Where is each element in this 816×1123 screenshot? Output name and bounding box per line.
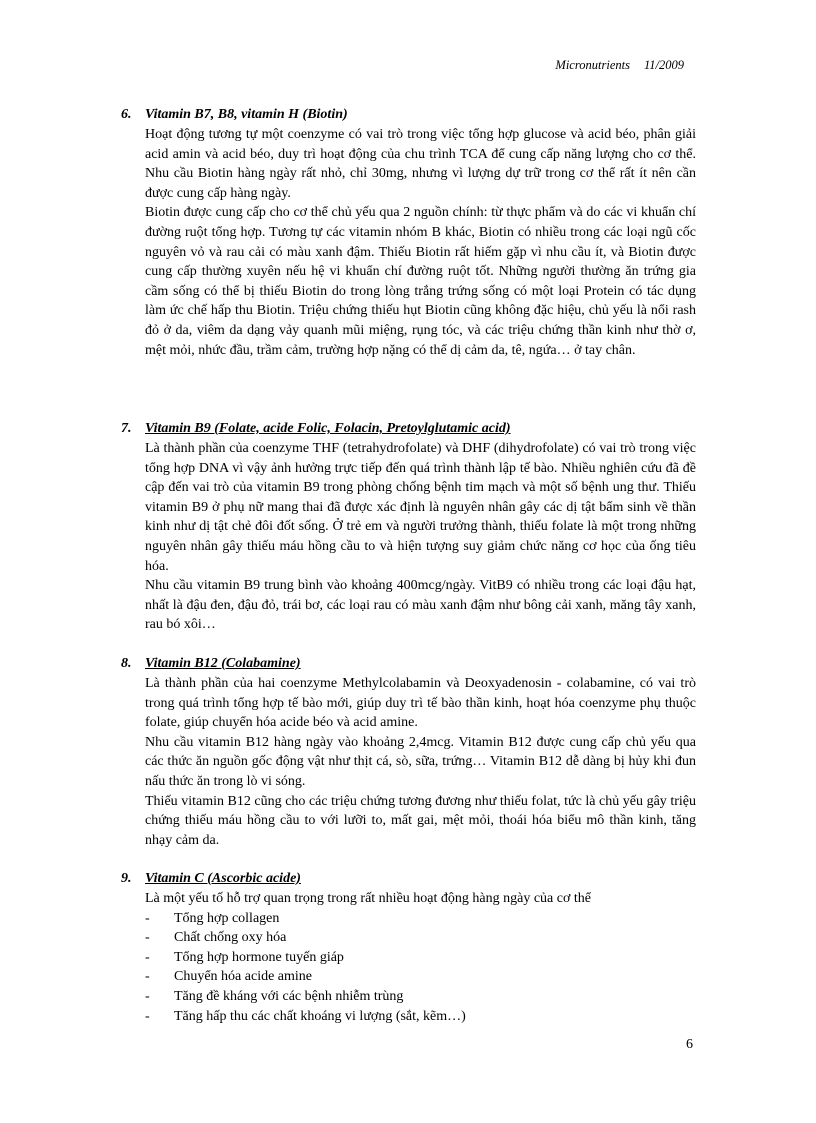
dash-marker: - — [145, 910, 150, 926]
paragraph: Thiếu vitamin B12 cũng cho các triệu chứng tương đương như thiếu folat, tức là chủ yếu gây triệu chứng thiếu máu hồng cầu to với lưỡi to, mất gai, mệt mỏi, thoái hóa biểu mô thần kinh, tăng nhạy cảm da. — [145, 793, 696, 848]
dash-marker: - — [145, 949, 150, 965]
bullet-list — [145, 909, 696, 1027]
paragraph: Là thành phần của hai coenzyme Methylcolabamin và Deoxyadenosin - colabamine, có vai trò trong quá trình tổng hợp tế bào mới, giúp duy trì tế bào thần kinh, hoạt hóa coenzyme phụ thuộc folate, giúp chuyển hóa acide béo và acid amine. — [145, 676, 696, 731]
dash-marker: - — [145, 969, 150, 985]
dash-marker: - — [145, 1008, 150, 1024]
section-vitamin-c — [121, 870, 696, 1026]
section-number: 8. — [121, 656, 132, 671]
section-vitamin-b12 — [121, 655, 696, 850]
paragraph: Nhu cầu vitamin B9 trung bình vào khoảng 400mcg/ngày. VitB9 có nhiều trong các loại đậu hạt, nhất là đậu đen, đậu đỏ, trái bơ, các loại rau có màu xanh đậm như bông cải xanh, măng tây xanh, rau bó xôi… — [145, 578, 696, 633]
paragraph: Biotin được cung cấp cho cơ thể chủ yếu qua 2 nguồn chính: từ thực phẩm và do các vi khuẩn chí đường ruột tổng hợp. Tương tự các vitamin nhóm B khác, Biotin có nhiều trong các loại ngũ cốc nguyên vỏ và rau cải có màu xanh đậm. Thiếu Biotin rất hiếm gặp vì nhu cầu ít, và Biotin được cung cấp thường xuyên nếu hệ vi khuẩn chí đường ruột tốt. Những người thường ăn trứng gia cầm sống có thể bị thiếu Biotin do trong lòng trắng trứng sống có một loại Protein có tác dụng làm ức chế hấp thu Biotin. Triệu chứng thiếu hụt Biotin cũng không đặc hiệu, chủ yếu là nổi rash đỏ ở da, viêm da dạng vảy quanh mũi miệng, rụng tóc, và các triệu chứng thần kinh như thờ ơ, mệt mỏi, nhức đầu, trầm cảm, trường hợp nặng có thể dị cảm da, tê, ngứa… ở tay chân. — [145, 205, 696, 358]
header-date: 11/2009 — [643, 58, 684, 72]
list-item-text: Tổng hợp collagen — [174, 910, 280, 926]
dash-marker: - — [145, 930, 150, 946]
list-item — [145, 987, 696, 1007]
running-header — [555, 58, 684, 73]
section-number: 7. — [121, 421, 132, 436]
section-title: Vitamin B9 (Folate, acide Folic, Folacin, Pretoylglutamic acid) — [145, 421, 511, 436]
dash-marker: - — [145, 988, 150, 1004]
list-item-text: Tăng đề kháng với các bệnh nhiễm trùng — [174, 988, 404, 1004]
paragraph: Là một yếu tố hỗ trợ quan trọng trong rất nhiều hoạt động hàng ngày của cơ thể — [145, 891, 591, 906]
list-item-text: Chất chống oxy hóa — [174, 930, 287, 946]
section-vitamin-b7 — [121, 106, 696, 360]
section-heading — [121, 655, 696, 673]
list-item-text: Tổng hợp hormone tuyến giáp — [174, 949, 344, 965]
section-vitamin-b9 — [121, 420, 696, 635]
list-item-text: Tăng hấp thu các chất khoáng vi lượng (sắt, kẽm…) — [174, 1008, 466, 1024]
list-item — [145, 967, 696, 987]
section-number: 6. — [121, 107, 132, 122]
section-number: 9. — [121, 871, 132, 886]
paragraph: Là thành phần của coenzyme THF (tetrahydrofolate) và DHF (dihydrofolate) có vai trò trong việc tổng hợp DNA vì vậy ảnh hưởng trực tiếp đến quá trình thành lập tế bào. Nhiều nghiên cứu đã đề cập đến vai trò của vitamin B9 trong phòng chống bệnh tim mạch và một số bệnh ung thư. Thiếu vitamin B9 ở phụ nữ mang thai đã được xác định là nguyên nhân gây các dị tật bẩm sinh về thần kinh như dị tật chẻ đôi đốt sống. Ở trẻ em và người trưởng thành, thiếu folate là một trong những nguyên nhân gây thiếu máu hồng cầu to và hiện tượng suy giảm chức năng cơ học của ống tiêu hóa. — [145, 441, 696, 574]
section-title: Vitamin C (Ascorbic acide) — [145, 871, 301, 886]
page-number: 6 — [686, 1037, 693, 1052]
header-title: Micronutrients — [555, 58, 630, 72]
section-heading — [121, 420, 696, 438]
list-item — [145, 948, 696, 968]
section-heading — [121, 106, 696, 124]
paragraph: Hoạt động tương tự một coenzyme có vai trò trong việc tổng hợp glucose và acid béo, phân giải acid amin và acid béo, duy trì hoạt động của chu trình TCA để cung cấp năng lượng cho cơ thể. Nhu cầu Biotin hàng ngày rất nhỏ, chỉ 30mg, nhưng vì lượng dự trữ trong cơ thể rất ít nên cần được cung cấp hàng ngày. — [145, 127, 696, 201]
list-item — [145, 1007, 696, 1027]
section-heading — [121, 870, 696, 888]
section-title: Vitamin B7, B8, vitamin H (Biotin) — [145, 107, 348, 122]
paragraph: Nhu cầu vitamin B12 hàng ngày vào khoảng 2,4mcg. Vitamin B12 được cung cấp chủ yếu qua các thức ăn nguồn gốc động vật như thịt cá, sò, sữa, trứng… Vitamin B12 dễ dàng bị hủy khi đun nấu thức ăn trong lò vi sóng. — [145, 734, 696, 789]
section-title: Vitamin B12 (Colabamine) — [145, 656, 301, 671]
list-item — [145, 909, 696, 929]
list-item-text: Chuyển hóa acide amine — [174, 969, 313, 985]
list-item — [145, 928, 696, 948]
